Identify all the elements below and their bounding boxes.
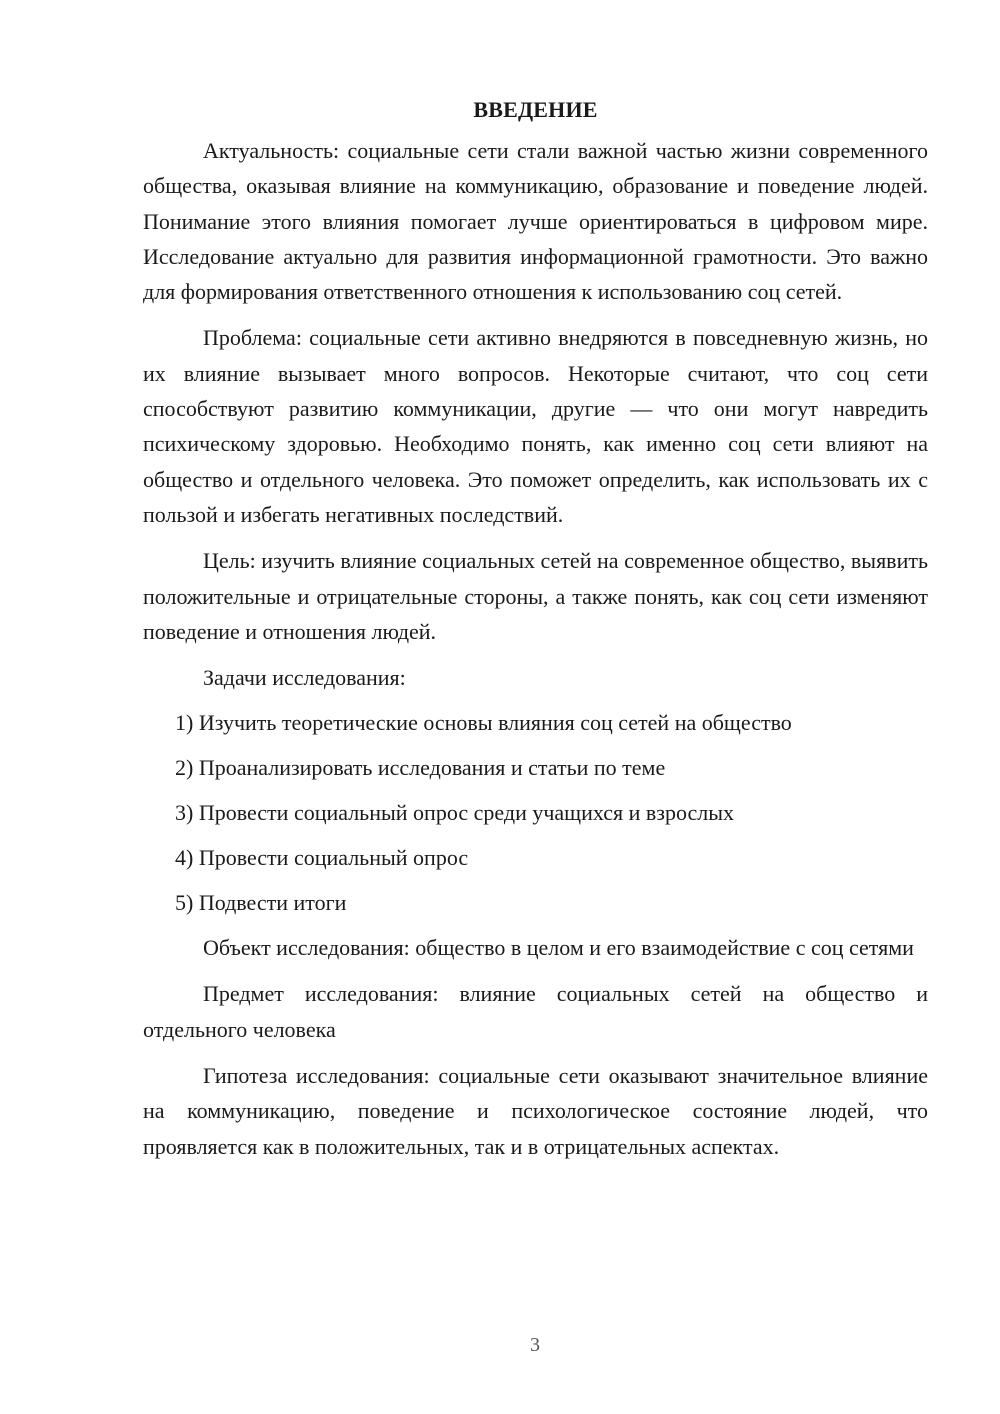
subject-paragraph: Предмет исследования: влияние социальных сетей на общество и отдельного человека: [143, 981, 928, 1042]
document-page: [143, 92, 928, 1164]
task-item: 2) Проанализировать исследования и статьи по теме: [175, 755, 666, 781]
tasks-section: [143, 660, 928, 920]
page-number: 3: [530, 1334, 540, 1356]
problem-paragraph: Проблема: социальные сети активно внедряются в повседневную жизнь, но их влияние вызывает много вопросов. Некоторые считают, что соц сети способствуют развитию коммуникации, другие — что они могут навредить психическому здоровью. Необходимо понять, как именно соц сети влияют на общество и отдельного человека. Это поможет определить, как использовать их с пользой и избегать негативных последствий.: [143, 325, 928, 527]
page-title: ВВЕДЕНИЕ: [473, 97, 598, 122]
task-item: 1) Изучить теоретические основы влияния соц сетей на общество: [175, 710, 792, 736]
hypothesis-paragraph: Гипотеза исследования: социальные сети оказывают значительное влияние на коммуникацию, поведение и психологическое состояние людей, что проявляется как в положительных, так и в отрицательных аспектах.: [143, 1063, 928, 1159]
object-paragraph: Объект исследования: общество в целом и его взаимодействие с соц сетями: [203, 935, 914, 961]
goal-paragraph: Цель: изучить влияние социальных сетей на современное общество, выявить положительные и отрицательные стороны, а также понять, как соц сети изменяют поведение и отношения людей.: [143, 548, 928, 644]
tasks-heading: Задачи исследования:: [203, 665, 406, 691]
relevance-paragraph: Актуальность: социальные сети стали важной частью жизни современного общества, оказывая влияние на коммуникацию, образование и поведение людей. Понимание этого влияния помогает лучше ориентироваться в цифровом мире. Исследование актуально для развития информационной грамотности. Это важно для формирования ответственного отношения к использованию соц сетей.: [143, 138, 928, 305]
task-item: 3) Провести социальный опрос среди учащихся и взрослых: [175, 800, 735, 826]
task-item: 4) Провести социальный опрос: [175, 845, 469, 871]
task-item: 5) Подвести итоги: [175, 890, 347, 916]
